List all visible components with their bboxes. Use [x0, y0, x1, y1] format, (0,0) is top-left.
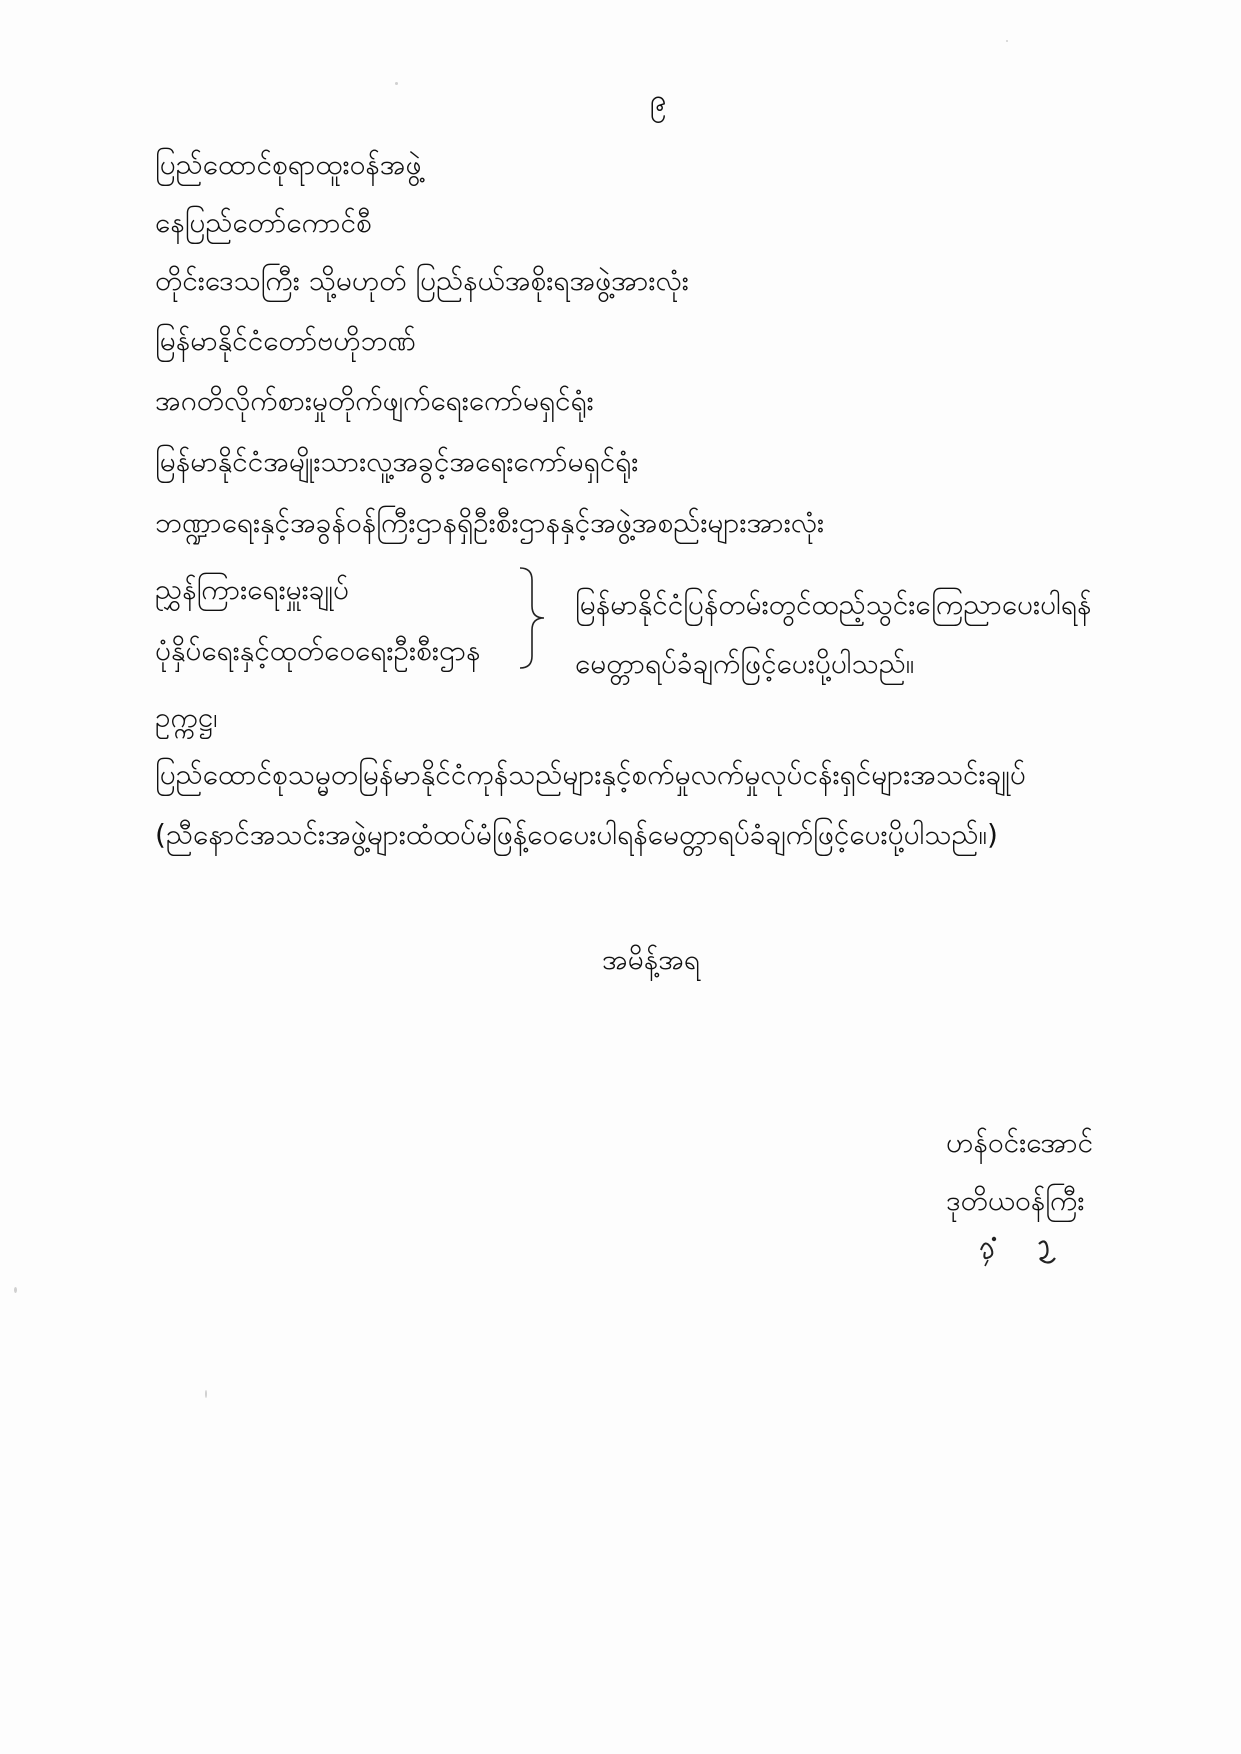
recipient-4: မြန်မာနိုင်ငံတော်ဗဟိုဘဏ်	[155, 324, 416, 357]
scan-speck	[1006, 40, 1008, 42]
recipient-6: မြန်မာနိုင်ငံအမျိုးသားလူ့အခွင့်အရေးကော်မရှင်ရုံး	[155, 445, 639, 478]
scan-speck	[395, 82, 398, 85]
scan-speck	[14, 1287, 17, 1293]
recipient-7: ဘဏ္ဍာရေးနှင့်အခွန်ဝန်ကြီးဌာနရှိဦးစီးဌာနနှင့်အဖွဲ့အစည်းများအားလုံး	[155, 506, 825, 539]
right-brace-icon	[518, 566, 546, 670]
copy-recipient-line-2: (ညီနောင်အသင်းအဖွဲ့များထံထပ်မံဖြန့်ဝေပေးပါရန်မေတ္တာရပ်ခံချက်ဖြင့်ပေးပို့ပါသည်။)	[155, 818, 998, 851]
page-number: ၉	[650, 83, 667, 118]
copy-recipient-line-1: ပြည်ထောင်စုသမ္မတမြန်မာနိုင်ငံကုန်သည်များနှင့်စက်မှုလက်မှုလုပ်ငန်းရှင်များအသင်းချုပ်	[155, 758, 1026, 791]
by-order-text: အမိန့်အရ	[602, 943, 700, 976]
signature-mark	[975, 1228, 1065, 1270]
bracket-note-line-2: မေတ္တာရပ်ခံချက်ဖြင့်ပေးပို့ပါသည်။	[575, 647, 915, 680]
recipient-5: အဂတိလိုက်စားမှုတိုက်ဖျက်ရေးကော်မရှင်ရုံး	[155, 384, 594, 417]
recipient-3: တိုင်းဒေသကြီး သို့မဟုတ် ပြည်နယ်အစိုးရအဖွဲ့အားလုံး	[155, 264, 689, 297]
recipient-1: ပြည်ထောင်စုရာထူးဝန်အဖွဲ့	[155, 148, 422, 181]
signatory-name: ဟန်ဝင်းအောင်	[946, 1126, 1094, 1159]
bracketed-item-1: ညွှန်ကြားရေးမှူးချုပ်	[155, 573, 349, 606]
bracket-note-line-1: မြန်မာနိုင်ငံပြန်တမ်းတွင်ထည့်သွင်းကြေညာပေးပါရန်	[575, 588, 1092, 621]
scan-speck	[205, 1390, 207, 1398]
copy-label: ဥက္ကဋ္ဌ၊	[155, 701, 218, 734]
bracketed-item-2: ပုံနှိပ်ရေးနှင့်ထုတ်ဝေရေးဦးစီးဌာန	[155, 634, 481, 667]
signatory-title: ဒုတိယဝန်ကြီး	[946, 1184, 1085, 1217]
recipient-2: နေပြည်တော်ကောင်စီ	[155, 206, 372, 239]
